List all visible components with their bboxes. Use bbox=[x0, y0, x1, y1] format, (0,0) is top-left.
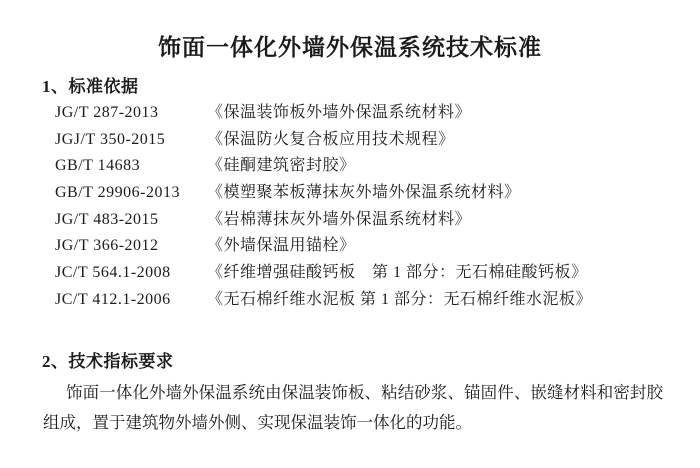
standard-title: 《无石棉纤维水泥板 第 1 部分：无石棉纤维水泥板》 bbox=[207, 290, 593, 308]
body-paragraph bbox=[43, 378, 663, 438]
standard-title: 《硅酮建筑密封胶》 bbox=[207, 157, 356, 175]
paragraph-line: 饰面一体化外墙外保温系统由保温装饰板、粘结砂浆、锚固件、嵌缝材料和密封胶 bbox=[66, 383, 663, 402]
paragraph-line: 组成，置于建筑物外墙外侧、实现保温装饰一体化的功能。 bbox=[43, 413, 472, 432]
standard-title: 《保温装饰板外墙外保温系统材料》 bbox=[207, 104, 472, 121]
standard-row bbox=[55, 287, 685, 314]
standards-list bbox=[55, 100, 685, 314]
standard-row bbox=[55, 233, 685, 260]
standard-title: 《外墙保温用锚栓》 bbox=[207, 237, 356, 255]
standard-row bbox=[55, 127, 685, 154]
standard-code: JG/T 287-2013 bbox=[55, 104, 159, 121]
standard-code: JG/T 366-2012 bbox=[55, 237, 159, 255]
standard-row bbox=[55, 153, 685, 180]
section-2-heading: 2、技术指标要求 bbox=[42, 352, 174, 371]
standard-row bbox=[55, 180, 685, 207]
standard-code: JG/T 483-2015 bbox=[55, 210, 159, 228]
standard-title: 《保温防火复合板应用技术规程》 bbox=[207, 130, 455, 148]
standard-title: 《纤维增强硅酸钙板 第 1 部分：无石棉硅酸钙板》 bbox=[207, 264, 588, 282]
standard-title: 《岩棉薄抹灰外墙外保温系统材料》 bbox=[207, 210, 472, 228]
standard-code: JGJ/T 350-2015 bbox=[55, 130, 166, 148]
standard-row bbox=[55, 207, 685, 234]
document-title: 饰面一体化外墙外保温系统技术标准 bbox=[158, 35, 542, 60]
standard-code: GB/T 29906-2013 bbox=[55, 184, 180, 202]
standard-row bbox=[55, 100, 685, 127]
standard-code: JC/T 564.1-2008 bbox=[55, 264, 171, 282]
standard-row bbox=[55, 260, 685, 287]
standard-code: GB/T 14683 bbox=[55, 157, 141, 175]
standard-title: 《模塑聚苯板薄抹灰外墙外保温系统材料》 bbox=[207, 184, 521, 202]
standard-code: JC/T 412.1-2006 bbox=[55, 290, 171, 308]
section-1-heading: 1、标准依据 bbox=[42, 77, 139, 96]
